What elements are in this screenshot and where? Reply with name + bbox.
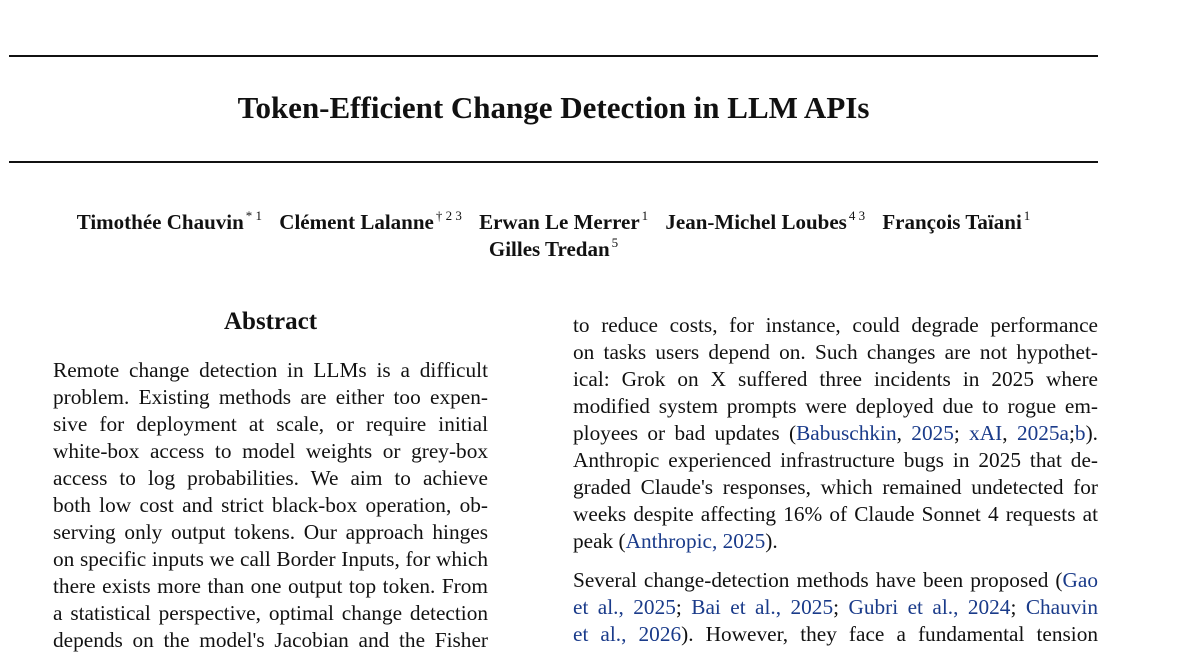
author-line-2 <box>0 236 1107 263</box>
author-list <box>0 209 1107 263</box>
citation-link[interactable]: Gao <box>1062 568 1098 592</box>
citation-link[interactable]: Gubri et al., 2024 <box>848 595 1011 619</box>
citation-link[interactable]: Bai et al., 2025 <box>691 595 834 619</box>
citation-link[interactable]: 2025a <box>1016 421 1069 445</box>
affiliation-mark: * 1 <box>245 208 263 223</box>
abstract-heading: Abstract <box>223 308 318 335</box>
author: Timothée Chauvin $^{* 1}$ <box>76 208 263 234</box>
abstract-line: white-box access to model weights or grey-box <box>53 439 488 463</box>
title-rule-bottom <box>9 161 1098 163</box>
affiliation-mark: 1 <box>1023 208 1031 223</box>
citation-link[interactable]: Babuschkin <box>796 421 897 445</box>
abstract-line: sive for deployment at scale, or require initial <box>53 412 488 436</box>
abstract-line: serving only output tokens. Our approach hinges <box>53 520 488 544</box>
author: François Taïani $^1$ <box>882 208 1031 234</box>
body-line: et al., 2026). However, they face a fundamental tension <box>573 622 1098 646</box>
affiliation-mark: 1 <box>641 208 649 223</box>
abstract-line: there exists more than one output top token. From <box>53 574 488 598</box>
body-line: graded Claude's responses, which remained undetected for <box>573 475 1098 499</box>
citation-link[interactable]: et al., 2026 <box>573 622 682 646</box>
abstract-line: depends on the model's Jacobian and the Fisher <box>53 628 488 652</box>
citation-link[interactable]: 2025 <box>911 421 954 445</box>
abstract-line: access to log probabilities. We aim to achieve <box>53 466 488 490</box>
body-line: Several change-detection methods have been proposed (Gao <box>573 568 1098 592</box>
body-line: peak (Anthropic, 2025). <box>573 529 778 553</box>
abstract-line: a statistical perspective, optimal change detection <box>53 601 488 625</box>
body-line: et al., 2025; Bai et al., 2025; Gubri et al., 2024; Chauvin <box>573 595 1098 619</box>
citation-link[interactable]: et al., 2025 <box>573 595 676 619</box>
abstract-line: Remote change detection in LLMs is a difficult <box>53 358 488 382</box>
body-line: to reduce costs, for instance, could degrade performance <box>573 313 1098 337</box>
body-line: ployees or bad updates (Babuschkin, 2025; xAI, 2025a;b). <box>573 421 1098 445</box>
body-line: ical: Grok on X suffered three incidents in 2025 where <box>573 367 1098 391</box>
author: Erwan Le Merrer $^1$ <box>479 208 649 234</box>
title-rule-top <box>9 55 1098 57</box>
paper-title: Token-Efficient Change Detection in LLM APIs <box>237 90 870 125</box>
abstract-line: on specific inputs we call Border Inputs, for which <box>53 547 488 571</box>
author: Jean-Michel Loubes $^{4 3}$ <box>665 208 866 234</box>
author-line-1 <box>0 209 1107 236</box>
author: Gilles Tredan $^5$ <box>488 235 619 261</box>
abstract-line: problem. Existing methods are either too expen- <box>53 385 488 409</box>
body-line: weeks despite affecting 16% of Claude Sonnet 4 requests at <box>573 502 1098 526</box>
citation-link[interactable]: b <box>1074 421 1086 445</box>
body-line: Anthropic experienced infrastructure bugs in 2025 that de- <box>573 448 1098 472</box>
affiliation-mark: 5 <box>611 235 619 250</box>
citation-link[interactable]: xAI <box>969 421 1003 445</box>
body-line: modified system prompts were deployed due to rogue em- <box>573 394 1098 418</box>
body-line: on tasks users depend on. Such changes are not hypothet- <box>573 340 1098 364</box>
author: Clément Lalanne $^{\dagger 2 3}$ <box>279 208 462 234</box>
citation-link[interactable]: Chauvin <box>1025 595 1098 619</box>
affiliation-mark: 4 3 <box>848 208 866 223</box>
abstract-line: both low cost and strict black-box operation, ob- <box>53 493 488 517</box>
affiliation-mark: † 2 3 <box>435 208 462 223</box>
citation-link[interactable]: Anthropic, 2025 <box>625 529 766 553</box>
